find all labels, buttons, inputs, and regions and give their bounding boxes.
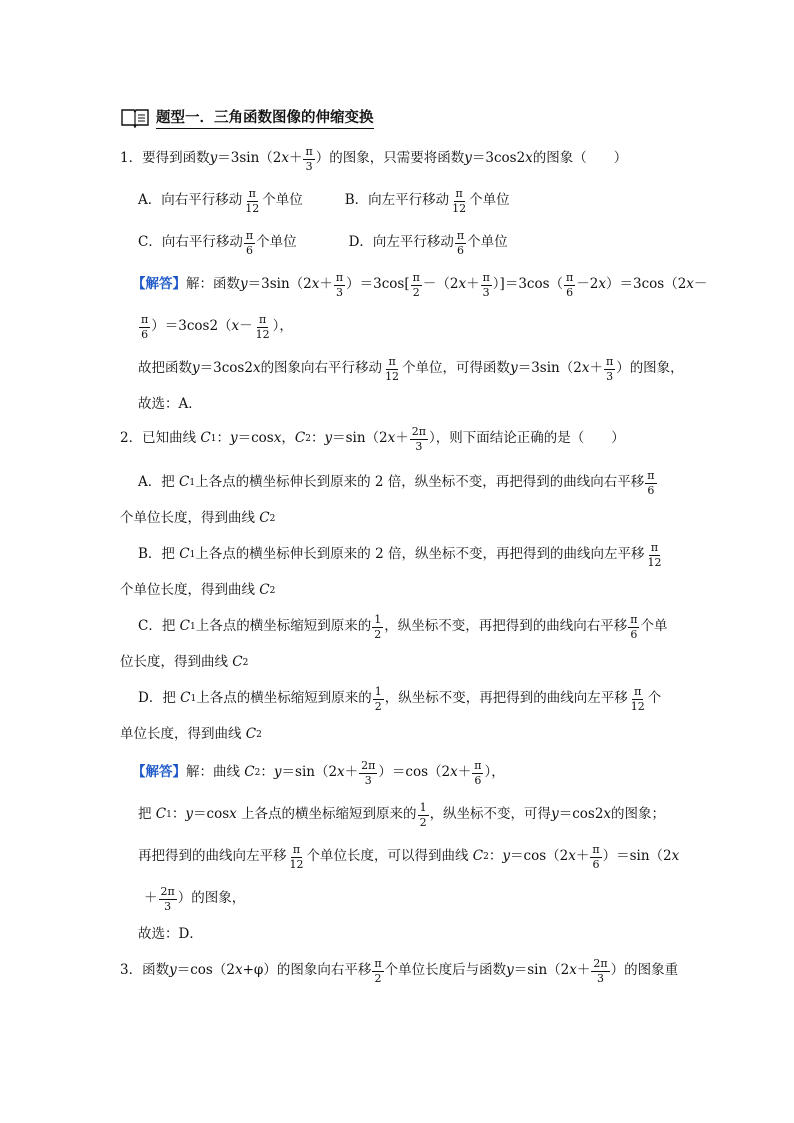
q2-stem: 2．已知曲线 C 1 ： y ＝cos x ， C 2 ： y ＝sin（2 x ＋ $\frac{2\pi}{3}$ ）， 则下面结论正确的是（ ） xyxy=(120,424,625,453)
q2-solution-line2: 把 C 1 ： y ＝cos x 上各点的横坐标缩短到原来的 $\frac{1}{2}$ ，纵坐标不变，可得 y ＝cos2 x 的图象； xyxy=(138,800,666,829)
q2-option-c-line2: 位长度，得到曲线 C 2 xyxy=(120,654,249,671)
q2-option-a-line1: A．把 C 1 上各点的横坐标伸长到原来的 2 倍，纵坐标不变，再把得到的曲线向右平移 $\frac{\pi}{6}$ xyxy=(138,468,655,497)
q2-option-c-line1: C．把 C 1 上各点的横坐标缩短到原来的 $\frac{1}{2}$ ，纵坐标不变，再把得到的曲线向右平移 $\frac{\pi}{6}$ 个单 xyxy=(138,612,668,641)
q2-option-a-line2: 个单位长度，得到曲线 C 2 xyxy=(120,510,276,527)
q2-solution-line3: 再把得到的曲线向左平移 $\frac{\pi}{12}$ 个单位长度，可以得到曲线 C 2 ： y ＝cos（2 x ＋ $\frac{\pi}{6}$ ）＝sin（2 x xyxy=(138,842,680,871)
section-title: 题型一．三角函数图像的伸缩变换 xyxy=(156,106,374,129)
q2-option-d-line2: 单位长度，得到曲线 C 2 xyxy=(120,726,262,743)
book-icon xyxy=(120,106,150,128)
q1-options-ab: A．向右平行移动 $\frac{\pi}{12}$ 个单位 B．向左平行移动 $\frac{\pi}{12}$ 个单位 xyxy=(138,186,510,215)
q1-options-cd: C．向右平行移动 $\frac{\pi}{6}$ 个单位 D．向左平行移动 $\frac{\pi}{6}$ 个单位 xyxy=(138,228,508,257)
q1-solution-line2: $\frac{\pi}{6}$ ）＝3cos2（ x － $\frac{\pi}{12}$ ）， xyxy=(141,312,293,341)
q2-answer: 故选：D． xyxy=(138,926,203,943)
q2-option-d-line1: D．把 C 1 上各点的横坐标缩短到原来的 $\frac{1}{2}$ ，纵坐标不变，再把得到的曲线向左平移 $\frac{\pi}{12}$ 个 xyxy=(138,684,662,713)
q3-stem: 3．函数 y ＝cos（2 x +φ） 的图象向右平移 $\frac{\pi}{2}$ 个单位长度后与函数 y ＝sin（2 x ＋ $\frac{2\pi}{3}$ ） 的图象重 xyxy=(120,956,679,985)
section-heading xyxy=(120,104,374,130)
q2-solution-line1: 【解答】 解：曲线 C 2 ： y ＝sin（2 x ＋ $\frac{2\pi}{3}$ ）＝cos（2 x ＋ $\frac{\pi}{6}$ ）， xyxy=(132,758,505,787)
q1-solution-line1: 【解答】 解：函数 y ＝3sin（2 x ＋ $\frac{\pi}{3}$ ）＝3cos[ $\frac{\pi}{2}$ －（2 x ＋ $\frac{\pi}{3}$ ）]＝3cos（ $\frac{\pi}{6}$ －2 x ）＝3cos（2 x － xyxy=(132,270,708,299)
q1-solution-line3: 故把函数 y ＝3cos2 x 的图象向右平行移动 $\frac{\pi}{12}$ 个单位，可得函数 y ＝3sin（2 x ＋ $\frac{\pi}{3}$ ） 的图象， xyxy=(138,354,684,383)
q2-solution-line4: ＋ $\frac{2\pi}{3}$ ） 的图象， xyxy=(144,884,246,913)
q1-stem: 1．要得到函数 y ＝3sin（2 x ＋ $\frac{\pi}{3}$ ） 的图象，只需要将函数 y ＝3cos2 x 的图象（ ） xyxy=(120,144,628,173)
q2-option-b-line2: 个单位长度，得到曲线 C 2 xyxy=(120,582,276,599)
q1-answer: 故选：A． xyxy=(138,396,202,413)
q2-option-b-line1: B．把 C 1 上各点的横坐标伸长到原来的 2 倍，纵坐标不变，再把得到的曲线向左平移 $\frac{\pi}{12}$ xyxy=(138,540,662,569)
